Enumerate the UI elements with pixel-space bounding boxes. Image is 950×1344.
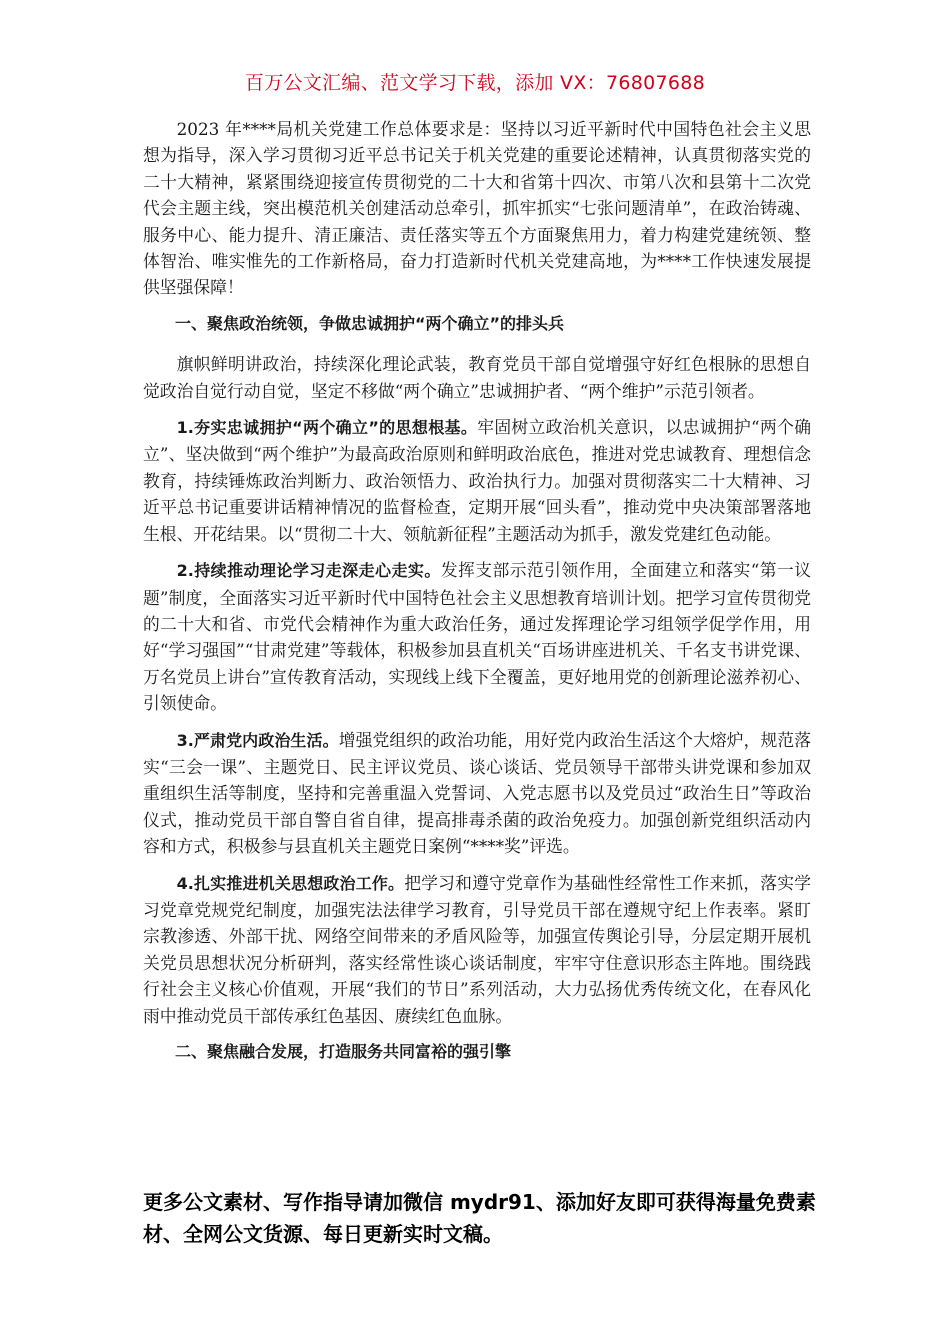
item-4-paragraph <box>143 870 811 1029</box>
item-1-title: 1.夯实忠诚拥护“两个确立”的思想根基。 <box>176 418 478 438</box>
intro-paragraph: 2023 年****局机关党建工作总体要求是：坚持以习近平新时代中国特色社会主义思想为指导，深入学习贯彻习近平总书记关于机关党建的重要论述精神，认真贯彻落实党的二十大精神，紧紧围绕迎接宣传贯彻党的二十大和省第十四次、市第八次和县第十二次党代会主题主线，突出模范机关创建活动总牵引，抓牢抓实“七张问题清单”，在政治铸魂、服务中心、能力提升、清正廉洁、责任落实等五个方面聚焦用力，着力构建党建统领、整体智治、唯实惟先的工作新格局，奋力打造新时代机关党建高地，为****工作快速发展提供坚强保障！ <box>143 119 811 298</box>
item-2-title: 2.持续推动理论学习走深走心走实。 <box>176 561 441 581</box>
item-3-title: 3.严肃党内政治生活。 <box>176 730 339 750</box>
section-2-heading: 二、聚焦融合发展，打造服务共同富裕的强引擎 <box>175 1042 512 1061</box>
item-1-body: 牢固树立政治机关意识，以忠诚拥护“两个确立”、坚决做到“两个维护”为最高政治原则和鲜明政治底色，推进对党忠诚教育、理想信念教育，持续锤炼政治判断力、政治领悟力、政治执行力。加强对贯彻落实二十大精神、习近平总书记重要讲话精神情况的监督检查，定期开展“回头看”，推动党中央决策部署落地生根、开花结果。以“贯彻二十大、领航新征程”主题活动为抓手，激发党建红色动能。 <box>143 417 811 544</box>
section-1-lead: 旗帜鲜明讲政治，持续深化理论武装，教育党员干部自觉增强守好红色根脉的思想自觉政治自觉行动自觉，坚定不移做“两个确立”忠诚拥护者、“两个维护”示范引领者。 <box>143 354 811 401</box>
footer-note: 更多公文素材、写作指导请加微信 mydr91、添加好友即可获得海量免费素材、全网公文货源、每日更新实时文稿。 <box>143 1190 816 1246</box>
item-2-paragraph <box>143 557 811 716</box>
section-1-heading: 一、聚焦政治统领，争做忠诚拥护“两个确立”的排头兵 <box>175 313 565 333</box>
item-1-paragraph <box>143 414 811 547</box>
header-banner: 百万公文汇编、范文学习下载，添加 VX：76807688 <box>244 72 706 94</box>
item-3-body: 增强党组织的政治功能，用好党内政治生活这个大熔炉，规范落实“三会一课”、主题党日、民主评议党员、谈心谈话、党员领导干部带头讲党课和参加双重组织生活等制度，坚持和完善重温入党誓词、入党志愿书以及党员过“政治生日”等政治仪式，推动党员干部自警自省自律，提高排毒杀菌的政治免疫力。加强创新党组织活动内容和方式，积极参与县直机关主题党日案例“****奖”评选。 <box>143 729 811 857</box>
item-2-body: 发挥支部示范引领作用，全面建立和落实“第一议题”制度，全面落实习近平新时代中国特色社会主义思想教育培训计划。把学习宣传贯彻党的二十大和省、市党代会精神作为重大政治任务，通过发挥理论学习组领学促学作用，用好“学习强国”“甘肃党建”等载体，积极参加县直机关“百场讲座进机关、千名支书讲党课、万名党员上讲台”宣传教育活动，实现线上线下全覆盖，更好地用党的创新理论滋养初心、引领使命。 <box>143 560 811 714</box>
item-3-paragraph <box>143 727 811 860</box>
item-4-body: 把学习和遵守党章作为基础性经常性工作来抓，落实学习党章党规党纪制度，加强宪法法律学习教育，引导党员干部在遵规守纪上作表率。紧盯宗教渗透、外部干扰、网络空间带来的矛盾风险等，加强宣传舆论引导，分层定期开展机关党员思想状况分析研判，落实经常性谈心谈话制度，牢牢守住意识形态主阵地。围绕践行社会主义核心价值观，开展“我们的节日”系列活动，大力弘扬优秀传统文化，在春风化雨中推动党员干部传承红色基因、赓续红色血脉。 <box>143 872 811 1026</box>
document-body <box>143 116 811 1079</box>
item-4-title: 4.扎实推进机关思想政治工作。 <box>176 873 405 893</box>
